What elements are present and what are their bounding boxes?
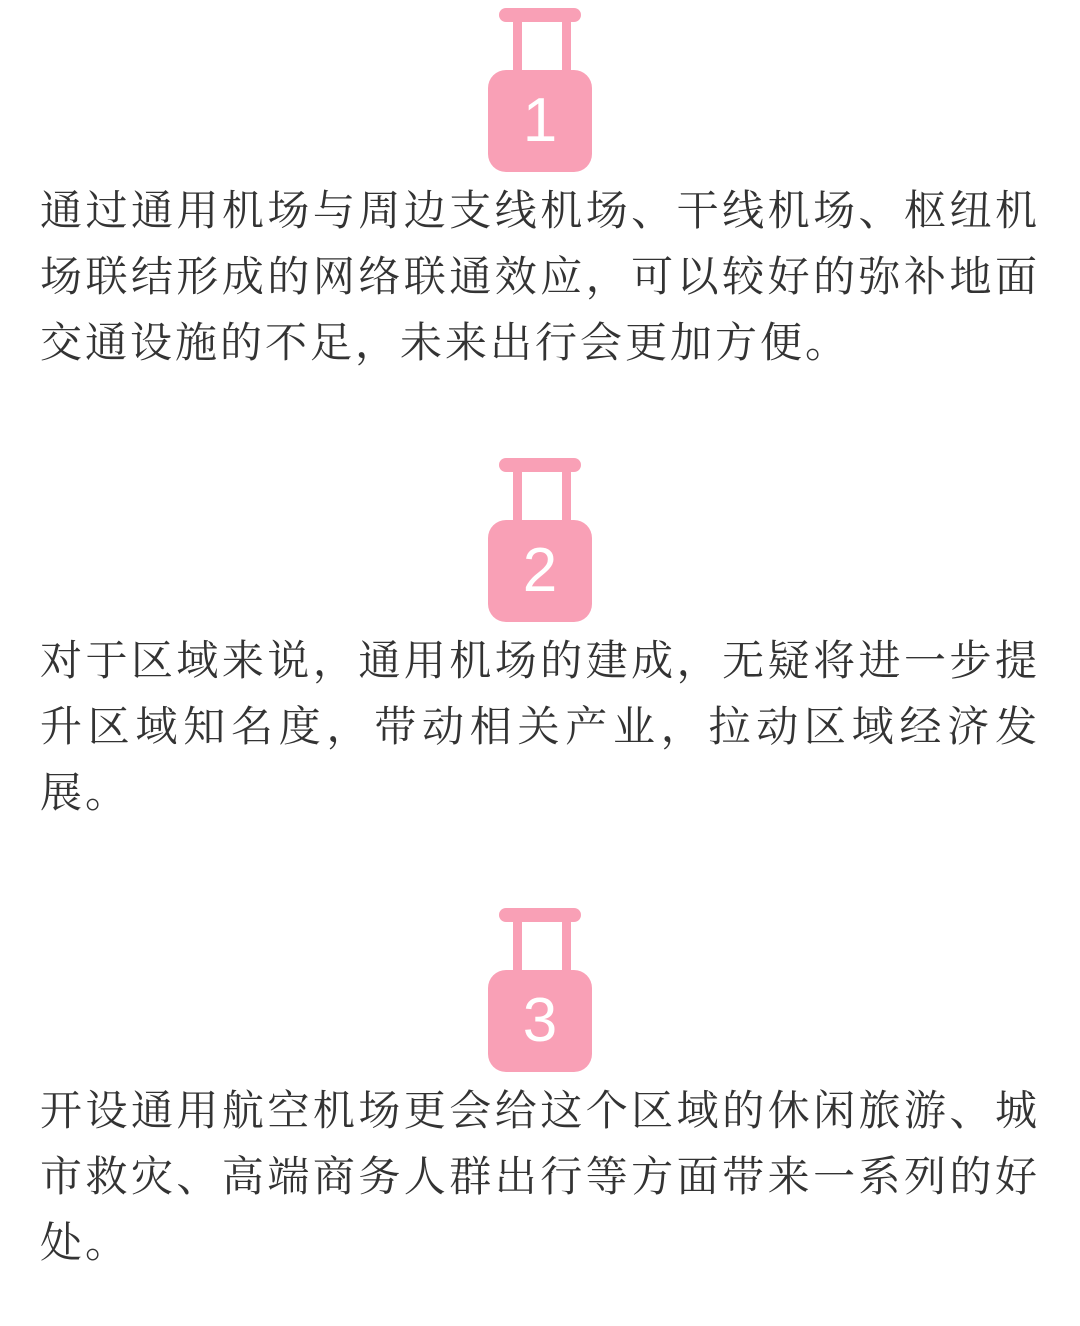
- paragraph-2: [40, 628, 1040, 826]
- paragraph-line: 市救灾、高端商务人群出行等方面带来一系列的好: [40, 1153, 1040, 1200]
- paragraph-line: 场联结形成的网络联通效应，可以较好的弥补地面: [40, 253, 1040, 300]
- suitcase-handle-post-left: [513, 915, 522, 975]
- section-number: 1: [522, 86, 558, 155]
- paragraph-line: 展。: [40, 769, 131, 816]
- paragraph-line: 处。: [40, 1219, 131, 1266]
- suitcase-handle-post-right: [562, 15, 571, 75]
- article-content: [0, 8, 1080, 1276]
- paragraph-line: 开设通用航空机场更会给这个区域的休闲旅游、城: [40, 1087, 1040, 1134]
- section-3: [40, 908, 1040, 1276]
- paragraph-line: 升区域知名度，带动相关产业，拉动区域经济发: [40, 703, 1040, 750]
- suitcase-icon: [488, 908, 592, 1072]
- article-page: [0, 8, 1080, 1326]
- suitcase-handle-post-right: [562, 915, 571, 975]
- section-2: [40, 458, 1040, 826]
- suitcase-icon: [488, 458, 592, 622]
- paragraph-line: 通过通用机场与周边支线机场、干线机场、枢纽机: [40, 187, 1040, 234]
- suitcase-handle-post-left: [513, 465, 522, 525]
- section-number: 3: [522, 986, 558, 1055]
- suitcase-body: [488, 970, 592, 1072]
- paragraph-1: [40, 178, 1040, 376]
- paragraph-line: 交通设施的不足，未来出行会更加方便。: [40, 319, 851, 366]
- suitcase-body: [488, 70, 592, 172]
- section-number: 2: [522, 536, 558, 605]
- suitcase-handle-post-right: [562, 465, 571, 525]
- suitcase-handle-post-left: [513, 15, 522, 75]
- paragraph-line: 对于区域来说，通用机场的建成，无疑将进一步提: [40, 637, 1040, 684]
- suitcase-icon: [488, 8, 592, 172]
- section-1: [40, 8, 1040, 376]
- paragraph-3: [40, 1078, 1040, 1276]
- suitcase-body: [488, 520, 592, 622]
